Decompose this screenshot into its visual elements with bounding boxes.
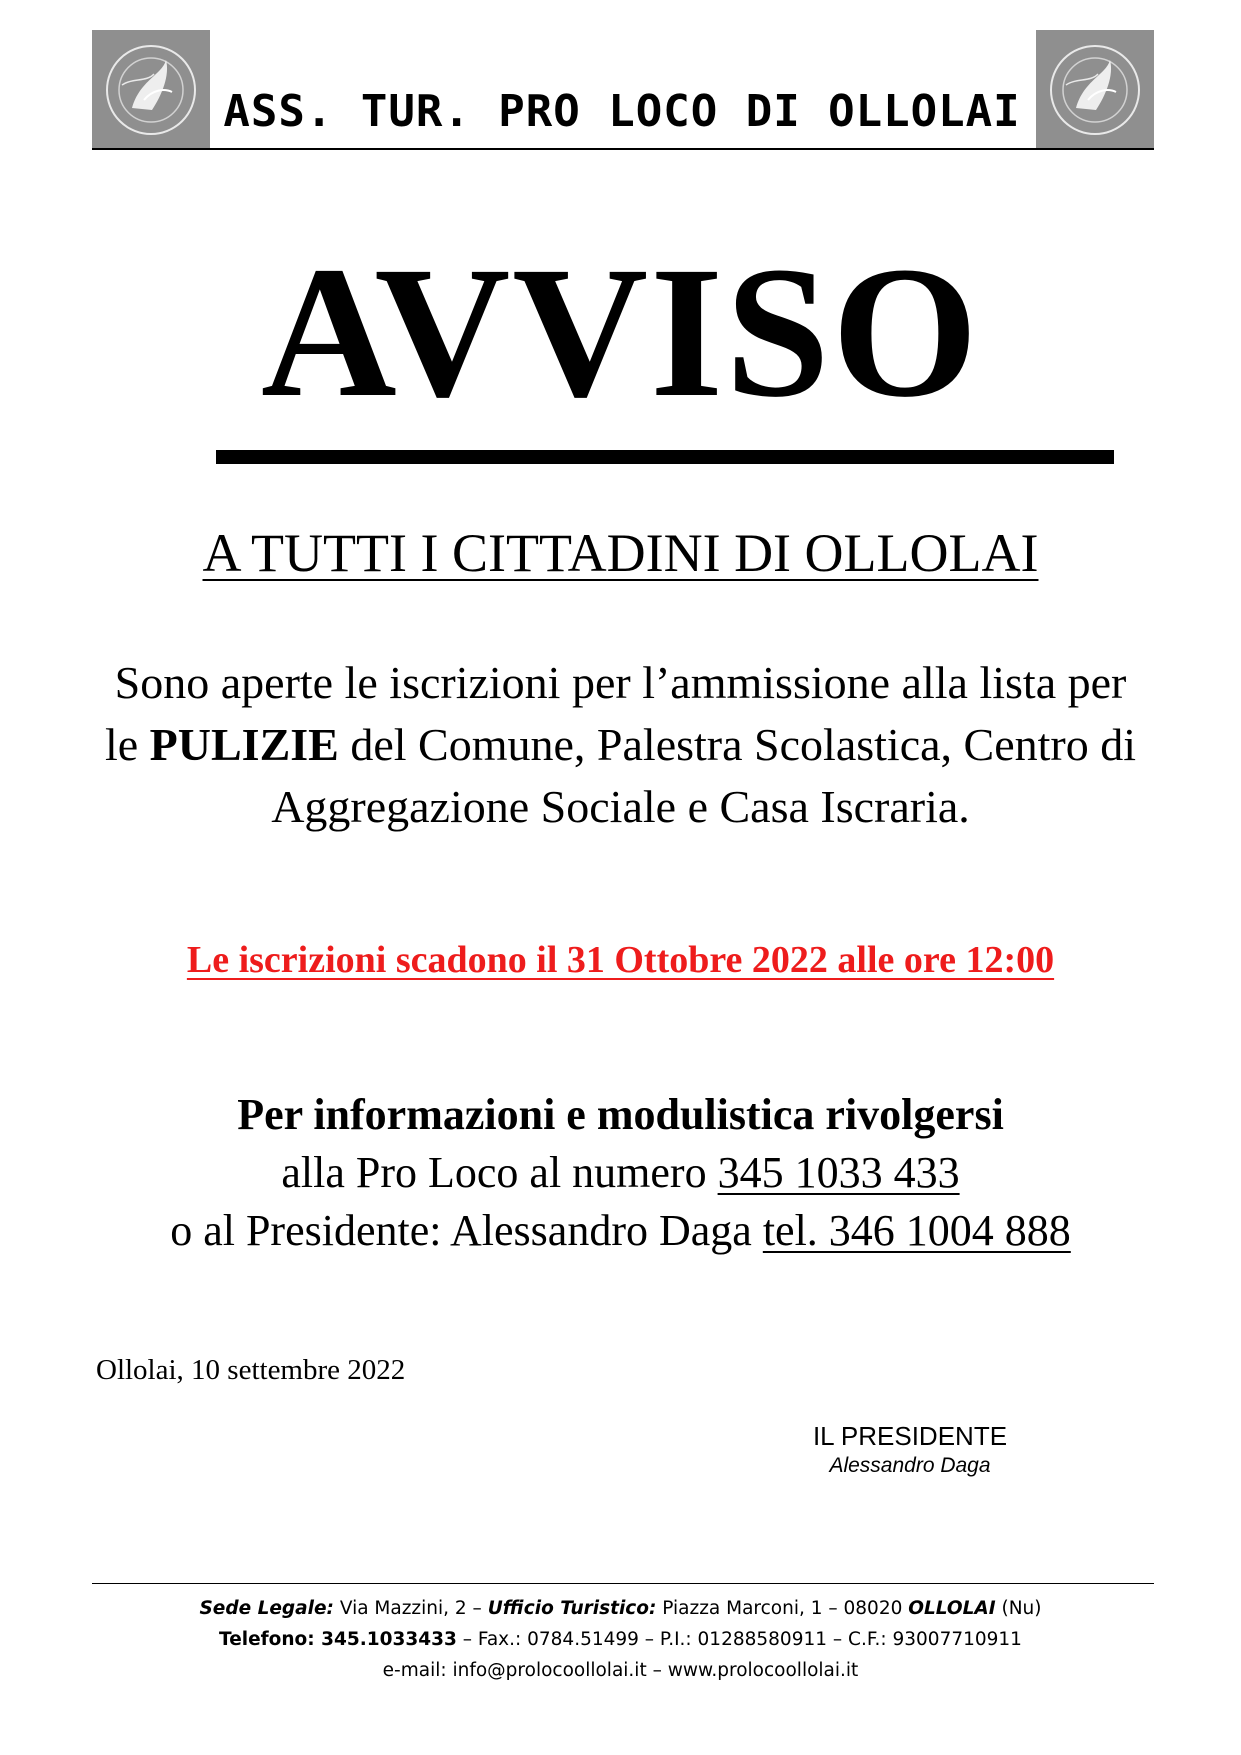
info-heading: Per informazioni e modulistica rivolgersi	[237, 1090, 1004, 1139]
footer-ufficio-value: Piazza Marconi, 1 – 08020	[656, 1598, 909, 1619]
footer-province: (Nu)	[995, 1598, 1042, 1619]
notice-title: AVVISO	[260, 227, 981, 436]
body-text-part2: del Comune, Palestra Scolastica, Centro di Aggregazione Sociale e Casa Iscraria.	[271, 719, 1137, 832]
organization-title: ASS. TUR. PRO LOCO DI OLLOLAI	[223, 86, 1021, 137]
signature-role: IL PRESIDENTE	[812, 1421, 1008, 1451]
footer-tel-value: 345.1033433	[321, 1629, 457, 1650]
notice-body	[100, 652, 1141, 838]
document-date: Ollolai, 10 settembre 2022	[96, 1354, 406, 1386]
pro-loco-logo-icon	[1036, 30, 1154, 148]
footer	[40, 1593, 1201, 1686]
pro-loco-logo-icon	[92, 30, 210, 148]
footer-contacts-line: e-mail: info@prolocoollolai.it – www.prolocoollolai.it	[382, 1660, 859, 1681]
header-divider	[92, 148, 1154, 150]
footer-address-line	[40, 1593, 1201, 1624]
footer-tel-label: Telefono:	[219, 1629, 322, 1650]
footer-sede-value: Via Mazzini, 2 –	[333, 1598, 488, 1619]
footer-ufficio-label: Ufficio Turistico:	[487, 1598, 657, 1619]
footer-phone-line	[40, 1624, 1201, 1655]
footer-fiscal-info: – Fax.: 0784.51499 – P.I.: 01288580911 – C.F.: 93007710911	[456, 1629, 1022, 1650]
notice-subtitle: A TUTTI I CITTADINI DI OLLOLAI	[202, 523, 1039, 583]
title-underline-bar	[216, 450, 1114, 464]
signature-name: Alessandro Daga	[829, 1454, 991, 1477]
pro-loco-logo-left	[92, 30, 210, 148]
pro-loco-logo-right	[1036, 30, 1154, 148]
body-text-part1: Sono aperte le iscrizioni per l’ammissione alla lista per le	[104, 657, 1127, 770]
info-line2-prefix: alla Pro Loco al numero	[281, 1148, 718, 1197]
deadline-text: Le iscrizioni scadono il 31 Ottobre 2022 alle ore 12:00	[186, 939, 1055, 981]
footer-sede-label: Sede Legale:	[199, 1598, 334, 1619]
body-text-bold: PULIZIE	[149, 719, 339, 770]
footer-town: OLLOLAI	[908, 1598, 996, 1619]
footer-divider	[92, 1583, 1154, 1584]
president-phone: tel. 346 1004 888	[762, 1206, 1071, 1255]
proloco-phone: 345 1033 433	[717, 1148, 960, 1197]
info-line3-prefix: o al Presidente: Alessandro Daga	[170, 1206, 763, 1255]
signature-block	[760, 1420, 1060, 1480]
contact-info	[40, 1086, 1201, 1260]
